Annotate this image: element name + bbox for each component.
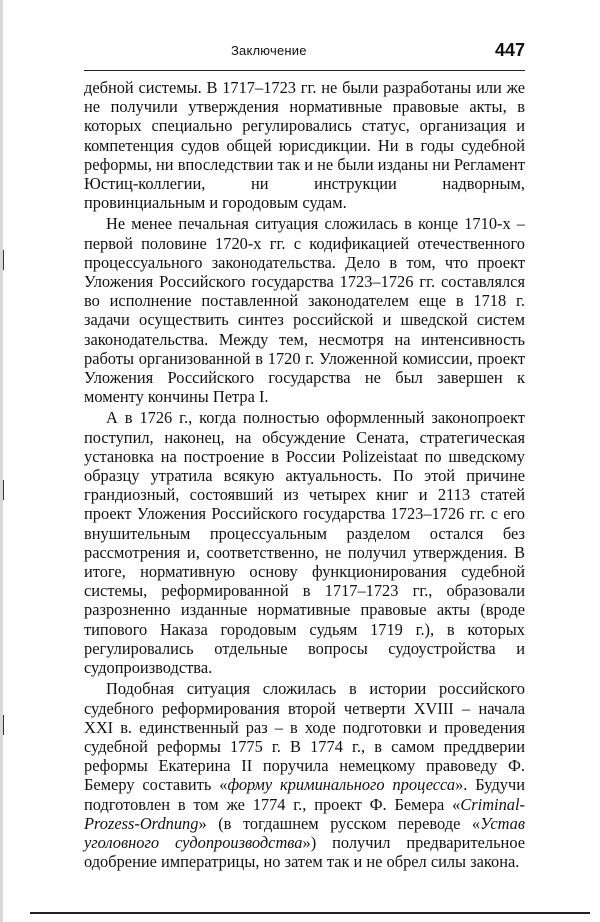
- paragraph: Не менее печальная ситуация сложилась в конце 1710-х – первой половине 1720-х гг. с кодификацией отечественного процессуального законодательства. Дело в том, что проект Уложения Российского государства 1723–1726 гг. составлялся во исполнение поставленной законодателем еще в 1718 г. задачи осуществить синтез российской и шведской систем законодательства. Между тем, несмотря на интенсивность работы организованной в 1720 г. Уложенной комиссии, проект Уложения Российского государства не был завершен к моменту кончины Петра I.: [84, 214, 525, 407]
- scan-edge-shadow: [0, 0, 3, 922]
- paragraph-text: ». Будучи подготовлен в том же 1774 г., проект Ф. Бемера «: [84, 775, 525, 814]
- paragraph-text: Подобная ситуация сложилась в истории российского судебного реформирования второй четверти XVIII – начала XXI в. единственный раз – в ходе подготовки и проведения судебной реформы 1775 г. В 1774 г., в самом преддверии реформы Екатерина II поручила немецкому правоведу Ф. Бемеру составить «: [84, 679, 525, 795]
- italic-phrase: Criminal-Prozess-Ordnung: [84, 794, 525, 833]
- page-number: 447: [494, 40, 525, 60]
- italic-phrase: форму криминального процесса: [227, 775, 456, 795]
- body-text: [84, 78, 525, 871]
- paragraph: А в 1726 г., когда полностью оформленный законопроект поступил, наконец, на обсуждение Сената, стратегическая установка на построение в России Polizeistaat по шведскому образцу утратила всякую актуальность. По этой причине грандиозный, состоявший из четырех книг и 2113 статей проект Уложения Российского государства 1723–1726 гг. с его внушительным процессуальным разделом остался без рассмотрения и, соответственно, не получил утверждения. В итоге, нормативную основу функционирования судебной системы, реформированной в 1717–1723 гг., образовали разрозненно изданные нормативные правовые акты (вроде типового Наказа городовым судьям 1719 г.), в которых регулировались отдельные вопросы судоустройства и судопроизводства.: [84, 408, 525, 678]
- page-bottom-edge: [30, 912, 590, 914]
- paragraph: [84, 679, 525, 871]
- scan-mark: [3, 715, 4, 735]
- header-rule: [84, 70, 525, 71]
- italic-phrase: Устав уголовного судопроизводства: [84, 813, 525, 852]
- paragraph-text: » (в тогдашнем русском переводе «: [198, 813, 481, 833]
- scan-mark: [3, 480, 4, 500]
- paragraph: дебной системы. В 1717–1723 гг. не были разработаны или же не получили утверждения нормативные правовые акты, в которых специально регулировались статус, организация и компетенция судов общей юрисдикции. Ни в годы судебной реформы, ни впоследствии так и не были изданы ни Регламент Юстиц-коллегии, ни инструкции надворным, провинциальным и городовым судам.: [84, 78, 525, 213]
- running-header-title: Заключение: [231, 43, 307, 58]
- scan-mark: [3, 250, 4, 270]
- running-header: [84, 40, 525, 68]
- paragraph-text: ») получил предварительное одобрение императрицы, но затем так и не обрел силы закона.: [84, 832, 525, 872]
